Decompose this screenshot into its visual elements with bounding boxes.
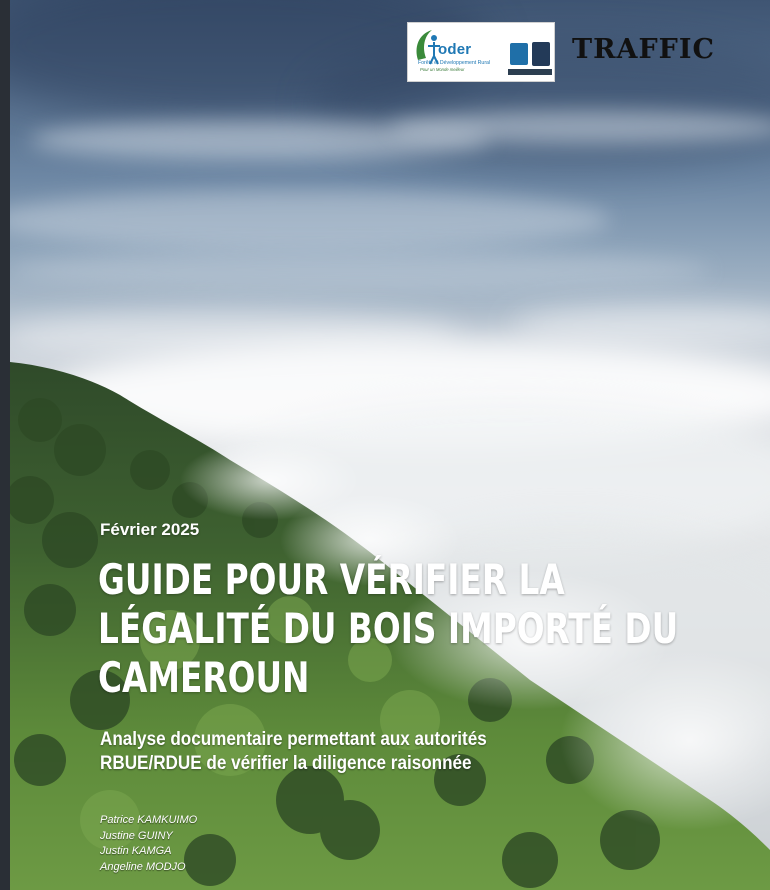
foder-tagline: Pour un Monde meilleur — [420, 67, 465, 72]
page-edge — [0, 0, 10, 890]
traffic-logo: TRAFFIC — [572, 34, 715, 65]
author-name: Patrice KAMKUIMO — [100, 814, 198, 826]
iso-certification-icon — [532, 42, 550, 66]
foder-logo — [407, 22, 555, 82]
author-list — [100, 813, 197, 875]
foder-subtitle: Forêts et Développement Rural — [418, 60, 491, 66]
report-title: GUIDE POUR VÉRIFIER LA LÉGALITÉ DU BOIS IMPORTÉ DU CAMEROUN — [98, 555, 679, 702]
report-subtitle: Analyse documentaire permettant aux autorités RBUE/RDUE de vérifier la diligence raisonnée — [100, 729, 487, 774]
author-name: Justin KAMGA — [100, 845, 172, 857]
certification-badge-icon — [510, 43, 528, 65]
author-name: Justine GUINY — [100, 829, 173, 842]
foder-wordmark: oder — [438, 41, 472, 58]
author-name: Angeline MODJO — [100, 860, 186, 873]
certification-strip — [508, 69, 552, 75]
publication-date: Février 2025 — [100, 520, 200, 539]
